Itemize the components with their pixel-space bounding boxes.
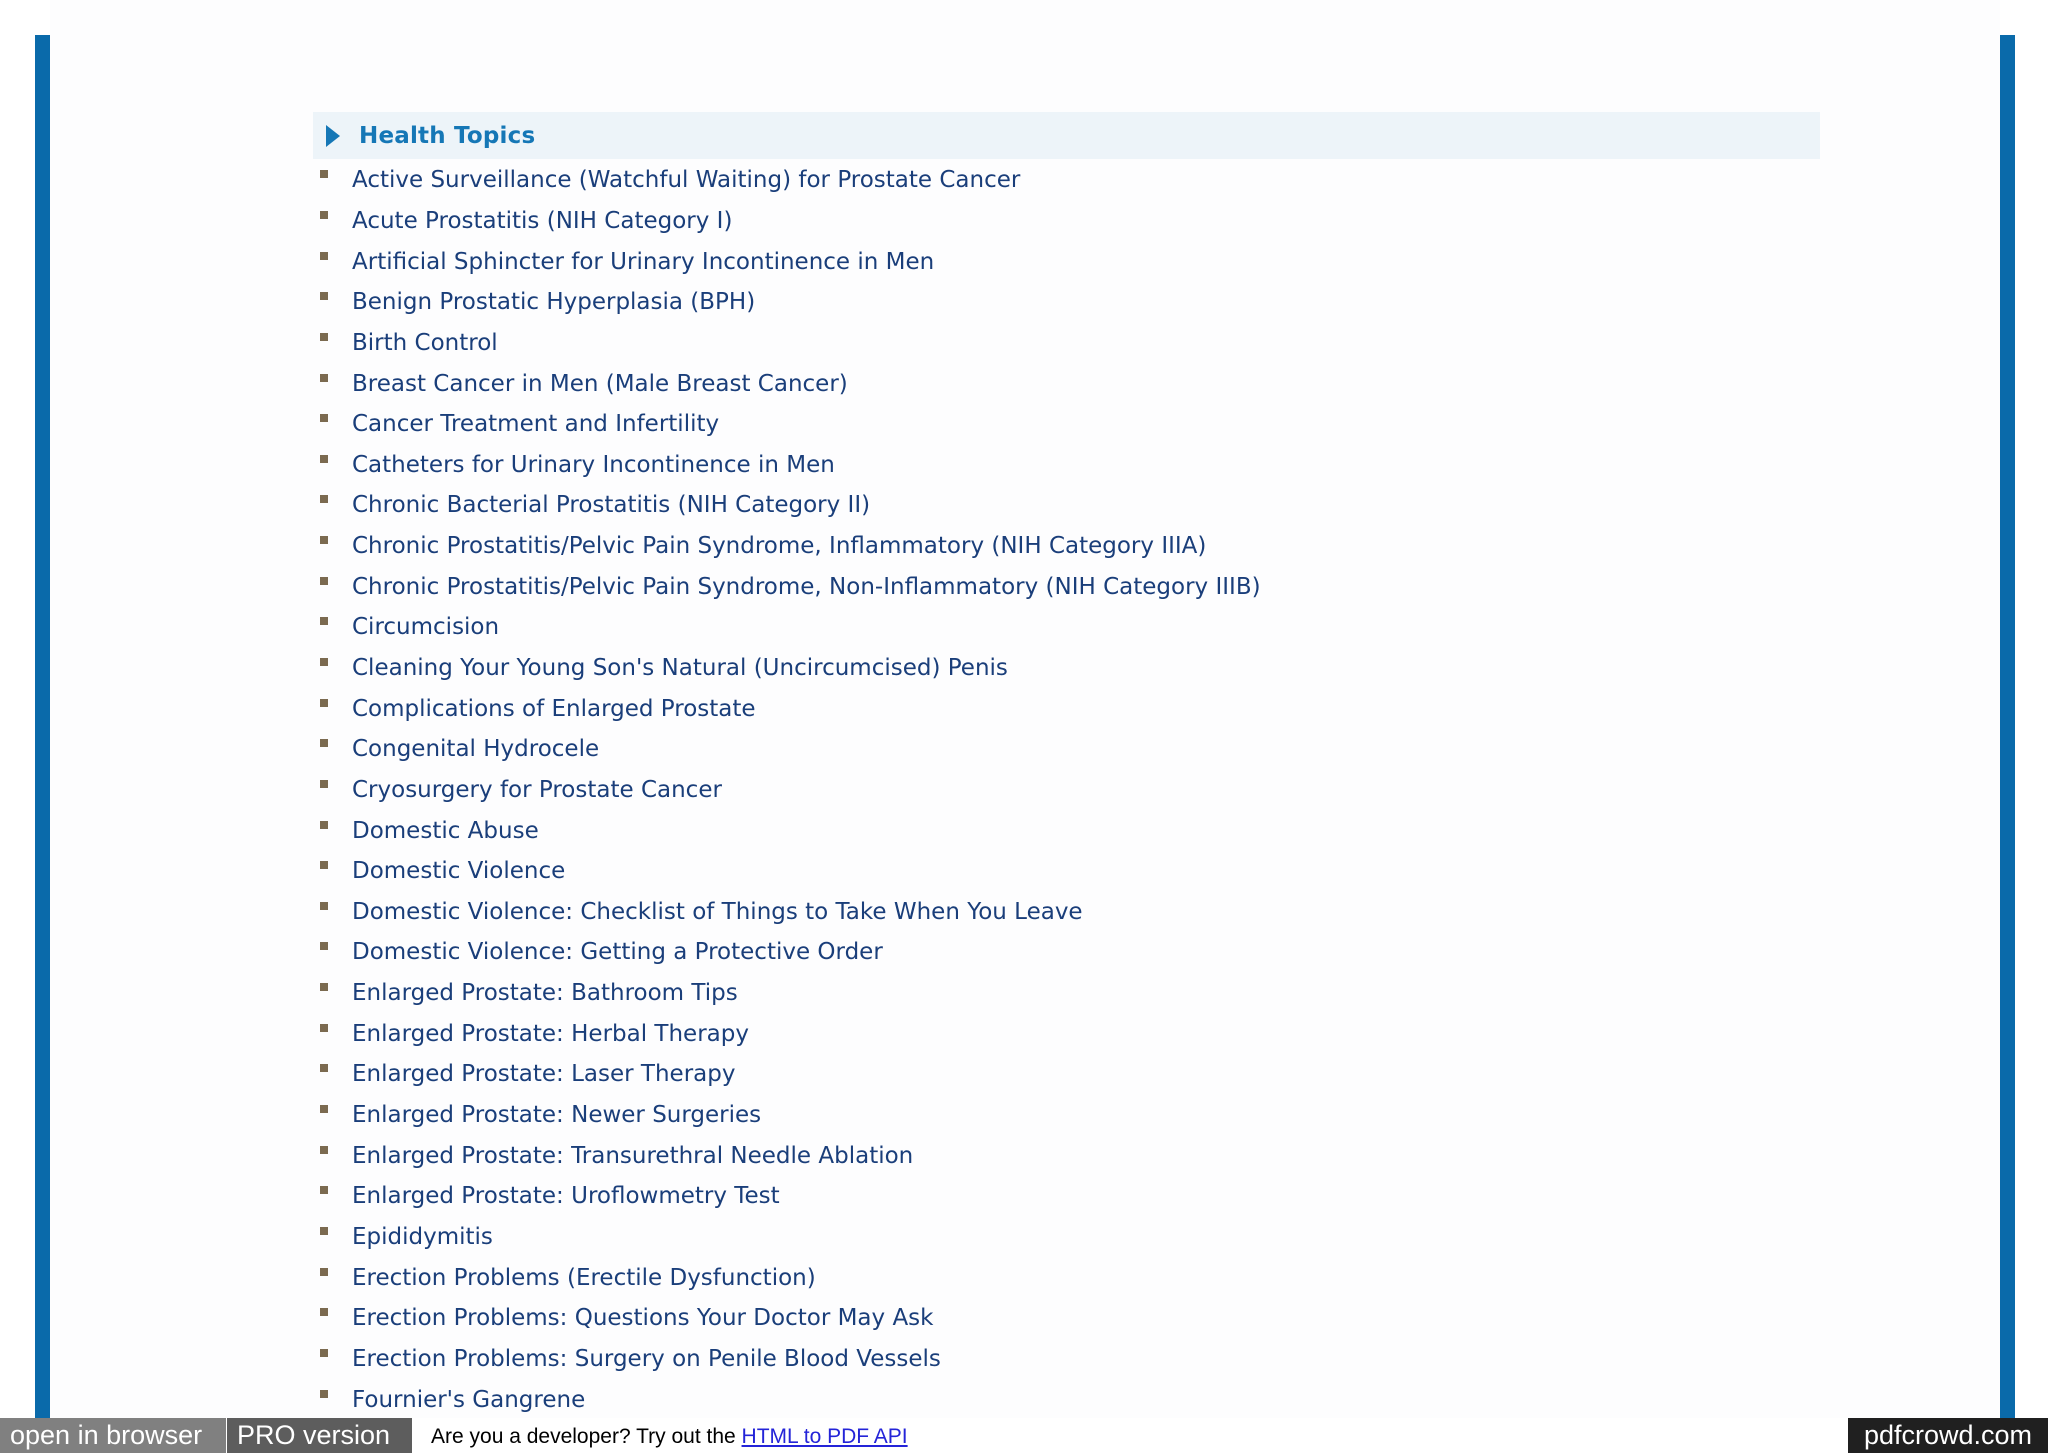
pro-version-button[interactable]: PRO version (227, 1418, 412, 1453)
square-bullet-icon (320, 1064, 328, 1072)
topic-link[interactable] (320, 160, 1261, 201)
topic-link[interactable] (320, 1013, 1261, 1054)
topic-link-label[interactable]: Catheters for Urinary Incontinence in Men (352, 451, 835, 478)
health-topics-title[interactable]: Health Topics (359, 122, 536, 149)
topic-link-label[interactable]: Enlarged Prostate: Transurethral Needle Ablation (352, 1142, 914, 1169)
pdfcrowd-footer (0, 1418, 2048, 1453)
topic-link-label[interactable]: Erection Problems (Erectile Dysfunction) (352, 1264, 816, 1291)
square-bullet-icon (320, 1227, 328, 1235)
square-bullet-icon (320, 902, 328, 910)
topic-link-label[interactable]: Circumcision (352, 614, 500, 641)
square-bullet-icon (320, 1390, 328, 1398)
square-bullet-icon (320, 1268, 328, 1276)
topic-link-label[interactable]: Chronic Prostatitis/Pelvic Pain Syndrome, Non-Inflammatory (NIH Category IIIB) (352, 573, 1261, 600)
square-bullet-icon (320, 1146, 328, 1154)
topic-link-label[interactable]: Enlarged Prostate: Bathroom Tips (352, 980, 738, 1007)
topic-link-label[interactable]: Cryosurgery for Prostate Cancer (352, 776, 722, 803)
html-to-pdf-api-link[interactable]: HTML to PDF API (741, 1425, 908, 1448)
topic-link[interactable] (320, 729, 1261, 770)
developer-prompt-text: Are you a developer? Try out the (431, 1425, 742, 1448)
square-bullet-icon (320, 1024, 328, 1032)
square-bullet-icon (320, 1186, 328, 1194)
topic-link[interactable] (320, 1054, 1261, 1095)
square-bullet-icon (320, 292, 328, 300)
topic-link-label[interactable]: Erection Problems: Questions Your Doctor May Ask (352, 1305, 934, 1332)
topic-link[interactable] (320, 363, 1261, 404)
topic-link[interactable] (320, 973, 1261, 1014)
topic-link[interactable] (320, 932, 1261, 973)
topic-link[interactable] (320, 282, 1261, 323)
topic-link-label[interactable]: Erection Problems: Surgery on Penile Blood Vessels (352, 1345, 941, 1372)
topic-link-label[interactable]: Cancer Treatment and Infertility (352, 411, 720, 438)
topic-link[interactable] (320, 851, 1261, 892)
topic-link[interactable] (320, 1379, 1261, 1420)
topic-link-label[interactable]: Chronic Bacterial Prostatitis (NIH Category II) (352, 492, 871, 519)
topic-link[interactable] (320, 810, 1261, 851)
topic-link[interactable] (320, 1176, 1261, 1217)
topic-link[interactable] (320, 526, 1261, 567)
square-bullet-icon (320, 170, 328, 178)
topic-link[interactable] (320, 1095, 1261, 1136)
topic-link-label[interactable]: Enlarged Prostate: Laser Therapy (352, 1061, 736, 1088)
topic-link-label[interactable]: Congenital Hydrocele (352, 736, 600, 763)
square-bullet-icon (320, 536, 328, 544)
topic-link[interactable] (320, 444, 1261, 485)
topic-link-label[interactable]: Enlarged Prostate: Herbal Therapy (352, 1020, 749, 1047)
topic-link[interactable] (320, 323, 1261, 364)
topic-link[interactable] (320, 241, 1261, 282)
topic-link[interactable] (320, 607, 1261, 648)
developer-prompt (431, 1418, 908, 1453)
square-bullet-icon (320, 658, 328, 666)
topic-link-label[interactable]: Domestic Violence: Getting a Protective Order (352, 939, 883, 966)
topic-link-label[interactable]: Fournier's Gangrene (352, 1386, 586, 1413)
topic-link-label[interactable]: Epididymitis (352, 1223, 493, 1250)
topic-link[interactable] (320, 1257, 1261, 1298)
square-bullet-icon (320, 983, 328, 991)
topic-link-label[interactable]: Domestic Abuse (352, 817, 539, 844)
square-bullet-icon (320, 333, 328, 341)
health-topics-list (320, 160, 1261, 1420)
topic-link[interactable] (320, 201, 1261, 242)
topic-link[interactable] (320, 688, 1261, 729)
topic-link-label[interactable]: Birth Control (352, 329, 498, 356)
topic-link-label[interactable]: Artificial Sphincter for Urinary Incontinence in Men (352, 248, 935, 275)
topic-link[interactable] (320, 1217, 1261, 1258)
square-bullet-icon (320, 455, 328, 463)
topic-link[interactable] (320, 770, 1261, 811)
topic-link[interactable] (320, 648, 1261, 689)
square-bullet-icon (320, 211, 328, 219)
square-bullet-icon (320, 577, 328, 585)
square-bullet-icon (320, 1105, 328, 1113)
right-border-bar (2000, 35, 2015, 1453)
left-border-bar (35, 35, 50, 1453)
pdfcrowd-brand-link[interactable]: pdfcrowd.com (1848, 1418, 2048, 1453)
topic-link[interactable] (320, 892, 1261, 933)
topic-link-label[interactable]: Complications of Enlarged Prostate (352, 695, 756, 722)
topic-link-label[interactable]: Breast Cancer in Men (Male Breast Cancer) (352, 370, 848, 397)
square-bullet-icon (320, 861, 328, 869)
square-bullet-icon (320, 252, 328, 260)
square-bullet-icon (320, 495, 328, 503)
health-topics-header[interactable] (313, 112, 1820, 159)
square-bullet-icon (320, 617, 328, 625)
topic-link-label[interactable]: Acute Prostatitis (NIH Category I) (352, 207, 733, 234)
topic-link[interactable] (320, 1339, 1261, 1380)
topic-link[interactable] (320, 404, 1261, 445)
topic-link-label[interactable]: Enlarged Prostate: Uroflowmetry Test (352, 1183, 780, 1210)
topic-link[interactable] (320, 1135, 1261, 1176)
square-bullet-icon (320, 942, 328, 950)
topic-link[interactable] (320, 566, 1261, 607)
square-bullet-icon (320, 374, 328, 382)
topic-link[interactable] (320, 485, 1261, 526)
topic-link-label[interactable]: Chronic Prostatitis/Pelvic Pain Syndrome, Inflammatory (NIH Category IIIA) (352, 533, 1207, 560)
square-bullet-icon (320, 1349, 328, 1357)
square-bullet-icon (320, 780, 328, 788)
square-bullet-icon (320, 739, 328, 747)
topic-link[interactable] (320, 1298, 1261, 1339)
topic-link-label[interactable]: Cleaning Your Young Son's Natural (Uncircumcised) Penis (352, 655, 1008, 681)
square-bullet-icon (320, 1308, 328, 1316)
topic-link-label[interactable]: Active Surveillance (Watchful Waiting) for Prostate Cancer (352, 167, 1021, 194)
square-bullet-icon (320, 414, 328, 422)
topic-link-label[interactable]: Enlarged Prostate: Newer Surgeries (352, 1102, 762, 1129)
caret-right-icon[interactable] (326, 125, 340, 147)
open-in-browser-button[interactable]: open in browser (0, 1418, 226, 1453)
topic-link-label[interactable]: Domestic Violence: Checklist of Things to Take When You Leave (352, 898, 1083, 925)
topic-link-label[interactable]: Benign Prostatic Hyperplasia (BPH) (352, 289, 756, 316)
square-bullet-icon (320, 699, 328, 707)
square-bullet-icon (320, 821, 328, 829)
topic-link-label[interactable]: Domestic Violence (352, 858, 566, 885)
